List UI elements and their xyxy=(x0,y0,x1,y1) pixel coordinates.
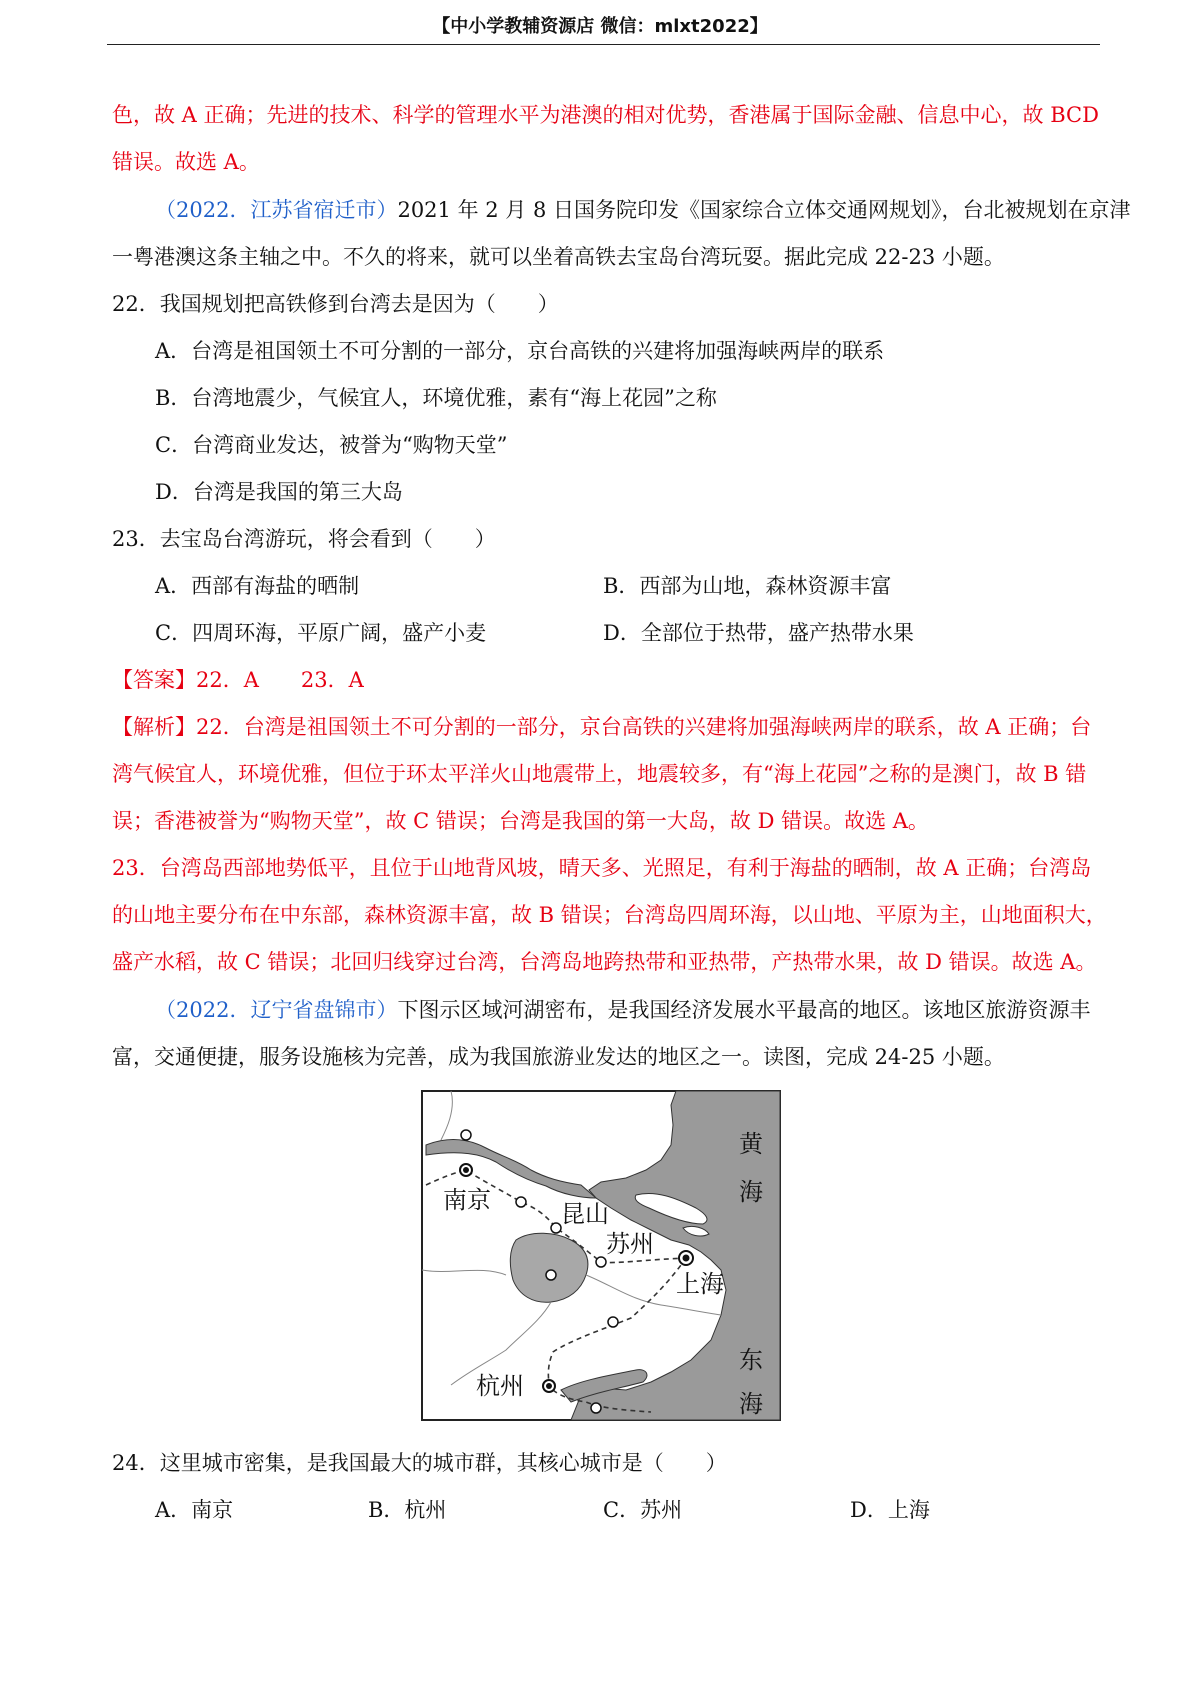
label-shanghai: 上海 xyxy=(676,1270,724,1298)
q23-option-d: D．全部位于热带，盛产热带水果 xyxy=(603,621,914,645)
shanghai-dot xyxy=(683,1255,690,1262)
town-marker-4 xyxy=(608,1317,618,1327)
nanjing-dot xyxy=(463,1167,469,1173)
prev-explanation-line2: 错误。故选 A。 xyxy=(112,150,260,174)
q23-stem: 23．去宝岛台湾游玩，将会看到（ ） xyxy=(112,527,496,551)
q22-stem: 22．我国规划把高铁修到台湾去是因为（ ） xyxy=(112,292,559,316)
yangtze-delta-map xyxy=(421,1090,781,1421)
hangzhou-dot xyxy=(546,1383,552,1389)
analysis-line2: 湾气候宜人，环境优雅，但位于环太平洋火山地震带上，地震较多，有“海上花园”之称的是澳门，故 B 错 xyxy=(112,762,1087,786)
intro1-source: （2022．江苏省宿迁市） xyxy=(155,198,398,222)
analysis-label: 【解析】 xyxy=(112,715,196,739)
intro2-line1 xyxy=(155,1000,1090,1021)
label-nanjing: 南京 xyxy=(443,1186,491,1214)
suzhou-marker xyxy=(596,1257,606,1267)
q24-option-d: D．上海 xyxy=(850,1498,930,1522)
intro1-line1 xyxy=(155,200,1131,221)
q23-option-c: C．四周环海，平原广阔，盛产小麦 xyxy=(155,621,487,645)
q23-option-a: A．西部有海盐的晒制 xyxy=(155,574,360,598)
answer-line xyxy=(112,670,364,691)
page-header: 【中小学教辅资源店 微信：mlxt2022】 xyxy=(432,16,768,37)
analysis-line3: 误；香港被誉为“购物天堂”，故 C 错误；台湾是我国的第一大岛，故 D 错误。故选 A。 xyxy=(112,809,929,833)
q24-stem: 24．这里城市密集，是我国最大的城市群，其核心城市是（ ） xyxy=(112,1451,727,1475)
intro2-line2: 富，交通便捷，服务设施核为完善，成为我国旅游业发达的地区之一。读图，完成 24-25 小题。 xyxy=(112,1045,1005,1069)
q24-option-c: C．苏州 xyxy=(603,1498,683,1522)
town-marker-1 xyxy=(516,1197,526,1207)
intro1-text1: 2021 年 2 月 8 日国务院印发《国家综合立体交通网规划》，台北被规划在京津 xyxy=(397,198,1131,222)
label-kunshan: 昆山 xyxy=(561,1200,609,1228)
analysis-text1: 22．台湾是祖国领土不可分割的一部分，京台高铁的兴建将加强海峡两岸的联系，故 A 正确；台 xyxy=(196,715,1092,739)
header-rule xyxy=(107,44,1100,45)
analysis-line6: 盛产水稻，故 C 错误；北回归线穿过台湾，台湾岛地跨热带和亚热带，产热带水果，故 D 错误。故选 A。 xyxy=(112,950,1097,974)
kunshan-marker xyxy=(551,1223,561,1233)
analysis-line5: 的山地主要分布在中东部，森林资源丰富，故 B 错误；台湾岛四周环海，以山地、平原为主，山地面积大， xyxy=(112,903,1107,927)
answer-label: 【答案】 xyxy=(112,668,196,692)
town-marker-5 xyxy=(591,1403,601,1413)
town-marker-2 xyxy=(461,1130,471,1140)
prev-explanation-line1: 色，故 A 正确；先进的技术、科学的管理水平为港澳的相对优势，香港属于国际金融、信息中心，故 BCD xyxy=(112,103,1099,127)
label-huanghai-1: 黄 xyxy=(739,1130,763,1158)
analysis-line1 xyxy=(112,717,1091,738)
label-suzhou: 苏州 xyxy=(606,1230,654,1258)
q24-option-b: B．杭州 xyxy=(368,1498,447,1522)
intro2-source: （2022．辽宁省盘锦市） xyxy=(155,998,398,1022)
answer-text: 22．A 23．A xyxy=(196,668,364,692)
label-hangzhou: 杭州 xyxy=(476,1372,524,1400)
town-marker-3 xyxy=(546,1270,556,1280)
intro1-line2: 一粤港澳这条主轴之中。不久的将来，就可以坐着高铁去宝岛台湾玩耍。据此完成 22-23 小题。 xyxy=(112,245,1005,269)
q22-option-a: A．台湾是祖国领土不可分割的一部分，京台高铁的兴建将加强海峡两岸的联系 xyxy=(155,339,885,363)
analysis-line4: 23．台湾岛西部地势低平，且位于山地背风坡，晴天多、光照足，有利于海盐的晒制，故 A 正确；台湾岛 xyxy=(112,856,1092,880)
intro2-text1: 下图示区域河湖密布，是我国经济发展水平最高的地区。该地区旅游资源丰 xyxy=(397,998,1091,1022)
label-huanghai-2: 海 xyxy=(739,1178,763,1206)
label-donghai-2: 海 xyxy=(739,1390,763,1418)
q23-option-b: B．西部为山地，森林资源丰富 xyxy=(603,574,892,598)
q22-option-d: D．台湾是我国的第三大岛 xyxy=(155,480,403,504)
q24-option-a: A．南京 xyxy=(155,1498,234,1522)
q22-option-b: B．台湾地震少，气候宜人，环境优雅，素有“海上花园”之称 xyxy=(155,386,717,410)
label-donghai-1: 东 xyxy=(739,1346,763,1374)
q22-option-c: C．台湾商业发达，被誉为“购物天堂” xyxy=(155,433,508,457)
